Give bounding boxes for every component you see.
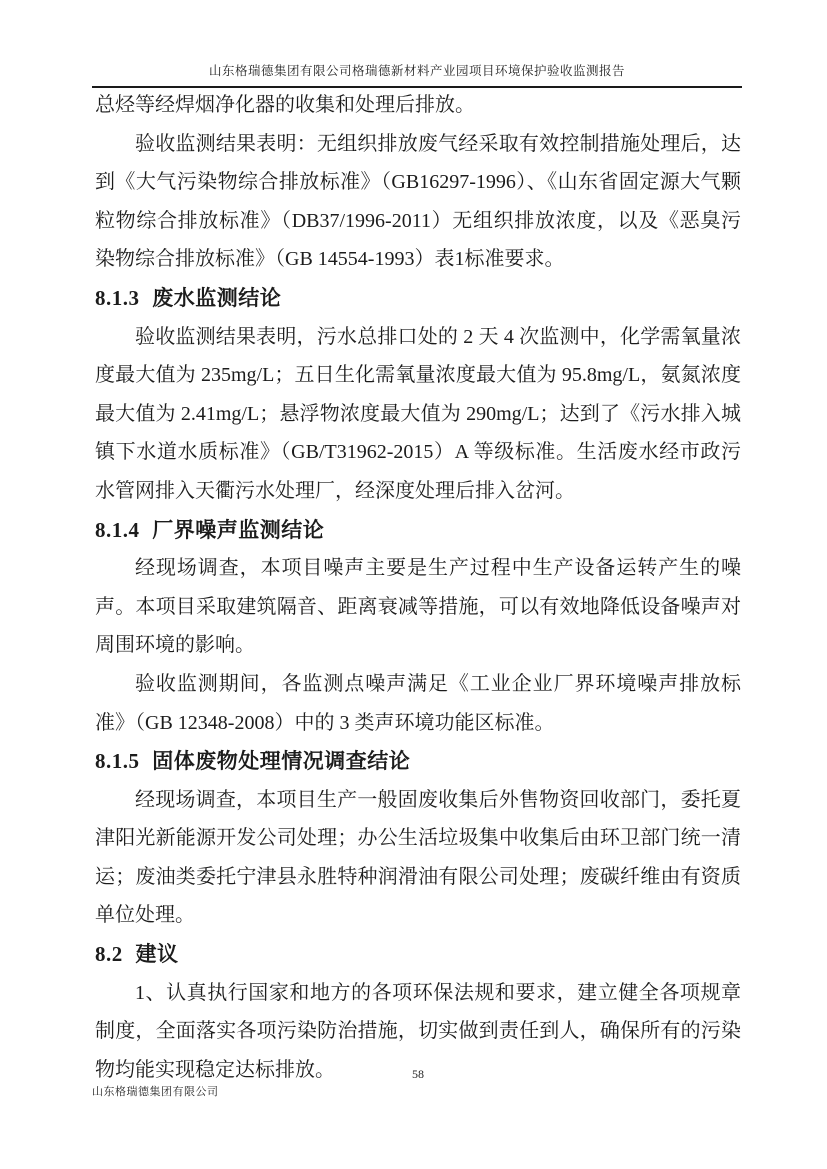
page-header xyxy=(92,62,742,88)
page-number: 58 xyxy=(412,1067,424,1081)
paragraph-noise-sources: 经现场调查，本项目噪声主要是生产过程中生产设备运转产生的噪声。本项目采取建筑隔音、距离衰减等措施，可以有效地降低设备噪声对周围环境的影响。 xyxy=(95,557,741,657)
footer-company-name: 山东格瑞德集团有限公司 xyxy=(92,1086,219,1098)
paragraph-noise-standard-compliance: 验收监测期间，各监测点噪声满足《工业企业厂界环境噪声排放标准》（GB 12348-2008）中的 3 类声环境功能区标准。 xyxy=(95,672,741,734)
document-body xyxy=(95,86,741,1089)
paragraph-wastewater-monitoring-results: 验收监测结果表明，污水总排口处的 2 天 4 次监测中，化学需氧量浓度最大值为 235mg/L；五日生化需氧量浓度最大值为 95.8mg/L，氨氮浓度最大值为 2.41mg/L；悬浮物浓度最大值为 290mg/L；达到了《污水排入城镇下水道水质标准》（GB/T31962-2015）A 等级标准。生活废水经市政污水管网排入天衢污水处理厂，经深度处理后排入岔河。 xyxy=(95,325,741,502)
paragraph-unorganized-gas-conclusion: 验收监测结果表明：无组织排放废气经采取有效控制措施处理后，达到《大气污染物综合排放标准》（GB16297-1996）、《山东省固定源大气颗粒物综合排放标准》（DB37/1996-2011）无组织排放浓度，以及《恶臭污染物综合排放标准》（GB 14554-1993）表1标准要求。 xyxy=(95,132,741,271)
section-heading-8-1-5-solid-waste: 8.1.5 固体废物处理情况调查结论 xyxy=(95,749,411,774)
report-header-title: 山东格瑞德集团有限公司格瑞德新材料产业园项目环境保护验收监测报告 xyxy=(208,64,625,78)
section-heading-8-1-4-noise: 8.1.4 厂界噪声监测结论 xyxy=(95,517,325,542)
paragraph-solid-waste-disposal: 经现场调查，本项目生产一般固废收集后外售物资回收部门，委托夏津阳光新能源开发公司处理；办公生活垃圾集中收集后由环卫部门统一清运；废油类委托宁津县永胜特种润滑油有限公司处理；废碳纤维由有资质单位处理。 xyxy=(95,788,741,927)
paragraph-suggestion-1: 1、认真执行国家和地方的各项环保法规和要求，建立健全各项规章制度，全面落实各项污染防治措施，切实做到责任到人，确保所有的污染物均能实现稳定达标排放。 xyxy=(95,981,741,1081)
section-heading-8-1-3-wastewater: 8.1.3 废水监测结论 xyxy=(95,285,282,310)
paragraph-continuation-welding-fume: 总烃等经焊烟净化器的收集和处理后排放。 xyxy=(95,94,475,116)
section-heading-8-2-suggestions: 8.2 建议 xyxy=(95,942,179,967)
